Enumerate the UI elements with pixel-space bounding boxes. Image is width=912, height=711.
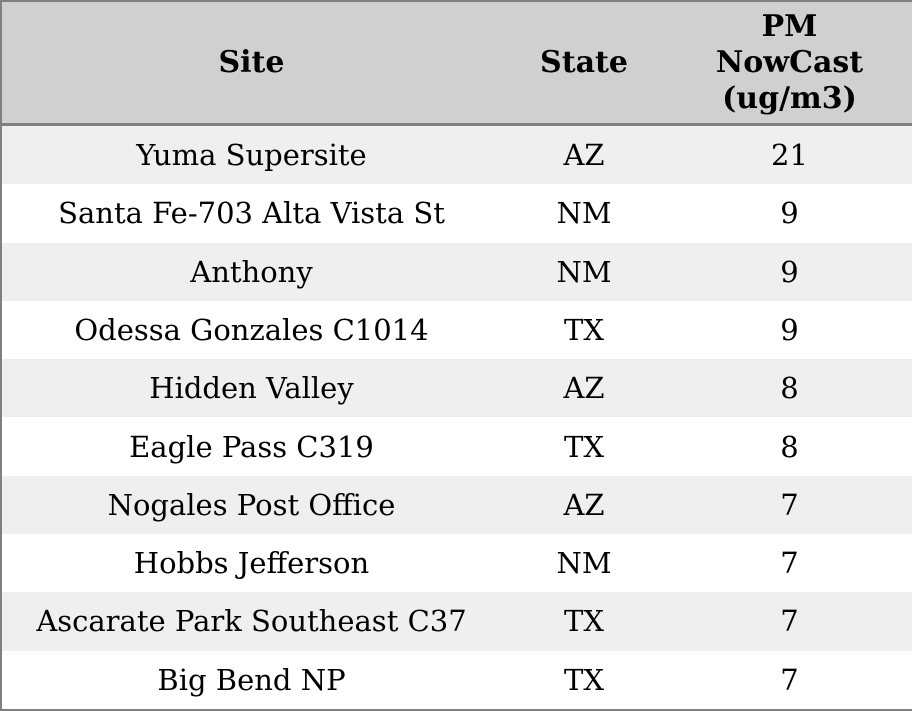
table-row	[1, 476, 912, 534]
pm-nowcast-cell: 9	[667, 301, 912, 359]
pm-nowcast-cell: 7	[667, 592, 912, 650]
site-cell: Odessa Gonzales C1014	[1, 301, 501, 359]
col-header-pm-line3: (ug/m3)	[722, 80, 857, 116]
table-row	[1, 417, 912, 475]
state-cell: NM	[501, 184, 667, 242]
table-header	[1, 1, 912, 125]
pm-nowcast-cell: 8	[667, 359, 912, 417]
table-row	[1, 651, 912, 710]
pm-nowcast-cell: 7	[667, 476, 912, 534]
site-cell: Yuma Supersite	[1, 125, 501, 185]
state-cell: AZ	[501, 476, 667, 534]
site-cell: Santa Fe-703 Alta Vista St	[1, 184, 501, 242]
table-row	[1, 592, 912, 650]
table-body	[1, 125, 912, 711]
site-cell: Eagle Pass C319	[1, 417, 501, 475]
col-header-site: Site	[1, 1, 501, 125]
col-header-pm-line1: PM	[761, 8, 818, 44]
pm-nowcast-cell: 21	[667, 125, 912, 185]
table-row	[1, 359, 912, 417]
pm-nowcast-cell: 9	[667, 243, 912, 301]
state-cell: TX	[501, 301, 667, 359]
site-cell: Hidden Valley	[1, 359, 501, 417]
state-cell: TX	[501, 651, 667, 710]
state-cell: TX	[501, 592, 667, 650]
state-cell: AZ	[501, 125, 667, 185]
state-cell: NM	[501, 534, 667, 592]
pm-nowcast-cell: 9	[667, 184, 912, 242]
state-cell: NM	[501, 243, 667, 301]
site-cell: Hobbs Jefferson	[1, 534, 501, 592]
table-row	[1, 125, 912, 185]
pm-nowcast-cell: 8	[667, 417, 912, 475]
table-row	[1, 243, 912, 301]
col-header-pm-line2: NowCast	[715, 44, 864, 80]
col-header-state: State	[501, 1, 667, 125]
table-row	[1, 184, 912, 242]
table-row	[1, 301, 912, 359]
site-cell: Anthony	[1, 243, 501, 301]
pm-nowcast-cell: 7	[667, 534, 912, 592]
col-header-pm-nowcast	[667, 1, 912, 125]
pm-nowcast-cell: 7	[667, 651, 912, 710]
state-cell: TX	[501, 417, 667, 475]
site-cell: Big Bend NP	[1, 651, 501, 710]
header-row	[1, 1, 912, 125]
site-cell: Nogales Post Office	[1, 476, 501, 534]
site-cell: Ascarate Park Southeast C37	[1, 592, 501, 650]
state-cell: AZ	[501, 359, 667, 417]
table-row	[1, 534, 912, 592]
